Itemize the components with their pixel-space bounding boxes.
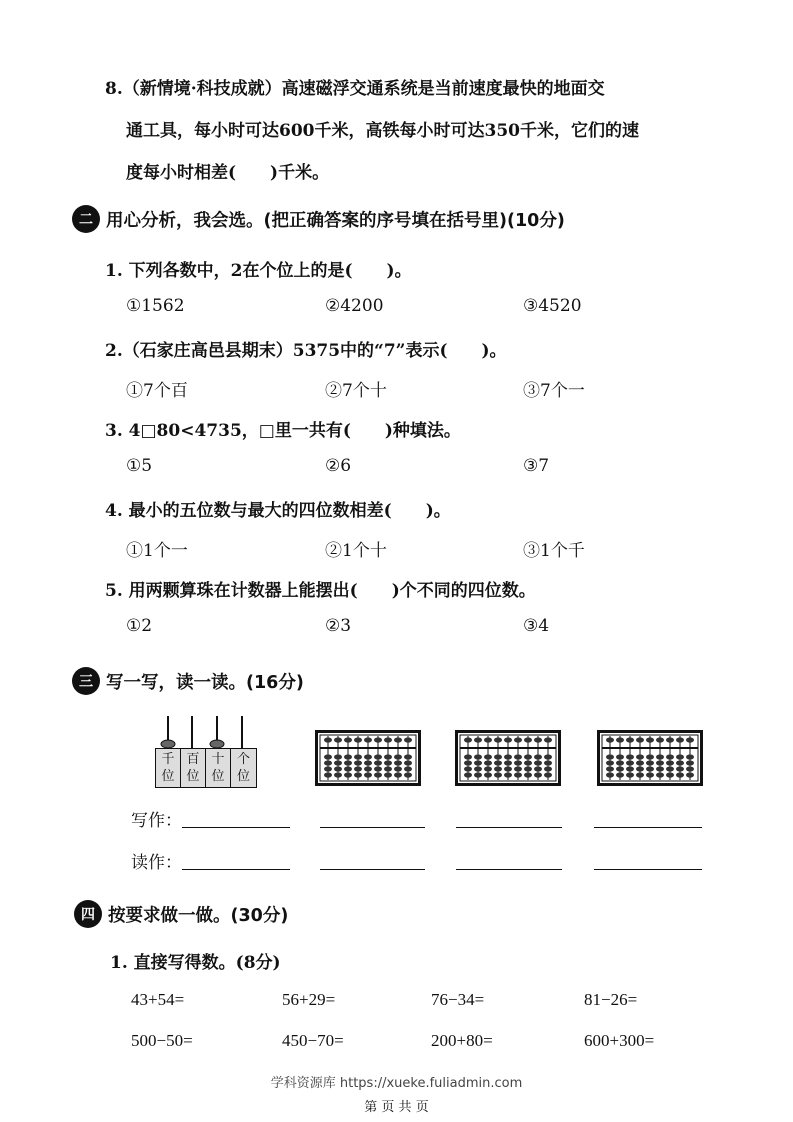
read-blank-1[interactable] (182, 868, 290, 870)
calc-item: 200+80= (431, 1031, 493, 1050)
calc-item: 43+54= (131, 990, 185, 1009)
s2-q2-opt2: ②7个十 (325, 381, 387, 401)
read-blank-2[interactable] (320, 868, 425, 870)
s2-q1-opt3: ③4520 (523, 296, 582, 316)
counter-labels (155, 748, 257, 788)
section-2-header (72, 205, 565, 233)
s2-q4-opt1: ①1个一 (126, 541, 188, 561)
abacus-icon (597, 730, 703, 786)
section-title: 写一写，读一读。(16分) (106, 672, 304, 693)
s2-q2-opt1: ①7个百 (126, 381, 188, 401)
write-blank-2[interactable] (320, 826, 425, 828)
s2-q5-opt2: ②3 (325, 616, 352, 636)
s2-q5-opt1: ①2 (126, 616, 153, 636)
counter-label-tens: 十 位 (206, 749, 231, 787)
s2-q3: 3. 4□80<4735，□里一共有( )种填法。 (105, 421, 461, 441)
section-badge: 三 (72, 667, 100, 695)
s2-q1: 1. 下列各数中，2在个位上的是( )。 (105, 261, 412, 281)
calc-item: 76−34= (431, 990, 485, 1009)
read-blank-4[interactable] (594, 868, 702, 870)
q8-line2: 通工具，每小时可达600千米，高铁每小时可达350千米，它们的速 (126, 121, 639, 141)
abacus-icon (315, 730, 421, 786)
abacus-2 (455, 730, 561, 790)
counter-label-ones: 个 位 (236, 752, 250, 784)
s2-q5-opt3: ③4 (523, 616, 550, 636)
s2-q3-opt1: ①5 (126, 456, 153, 476)
calc-item: 81−26= (584, 990, 638, 1009)
calc-item: 600+300= (584, 1031, 655, 1050)
calc-item: 500−50= (131, 1031, 193, 1050)
read-blank-3[interactable] (456, 868, 562, 870)
page-number: 第 页 共 页 (364, 1100, 429, 1115)
place-value-counter (150, 712, 262, 788)
section-title: 用心分析，我会选。(把正确答案的序号填在括号里)(10分) (106, 210, 565, 231)
s2-q4-opt3: ③1个千 (523, 541, 585, 561)
abacus-icon (455, 730, 561, 786)
section-badge: 四 (74, 900, 102, 928)
q8-line3: 度每小时相差( )千米。 (126, 163, 330, 183)
counter-label-hundreds: 百 位 (181, 749, 206, 787)
s2-q4: 4. 最小的五位数与最大的四位数相差( )。 (105, 501, 451, 521)
section-title: 按要求做一做。(30分) (108, 905, 289, 926)
write-blank-4[interactable] (594, 826, 702, 828)
write-blank-3[interactable] (456, 826, 562, 828)
abacus-3 (597, 730, 703, 790)
watermark: 学科资源库 https://xueke.fuliadmin.com (270, 1076, 523, 1091)
calc-item: 56+29= (282, 990, 336, 1009)
s2-q5: 5. 用两颗算珠在计数器上能摆出( )个不同的四位数。 (105, 581, 536, 601)
s2-q2-opt3: ③7个一 (523, 381, 585, 401)
q8-line1: 8.（新情境·科技成就）高速磁浮交通系统是当前速度最快的地面交 (105, 79, 605, 99)
counter-label-thousands: 千 位 (156, 749, 181, 787)
section-4-header (74, 900, 288, 928)
s2-q1-opt2: ②4200 (325, 296, 384, 316)
s4-sub1: 1. 直接写得数。(8分) (110, 953, 281, 973)
s2-q3-opt3: ③7 (523, 456, 550, 476)
read-label: 读作： (131, 853, 182, 873)
s2-q4-opt2: ②1个十 (325, 541, 387, 561)
s2-q3-opt2: ②6 (325, 456, 352, 476)
s2-q2: 2.（石家庄高邑县期末）5375中的“7”表示( )。 (105, 341, 507, 361)
write-label: 写作： (131, 811, 182, 831)
write-blank-1[interactable] (182, 826, 290, 828)
section-badge: 二 (72, 205, 100, 233)
calc-item: 450−70= (282, 1031, 344, 1050)
abacus-1 (315, 730, 421, 790)
s2-q1-opt1: ①1562 (126, 296, 185, 316)
section-3-header (72, 667, 304, 695)
